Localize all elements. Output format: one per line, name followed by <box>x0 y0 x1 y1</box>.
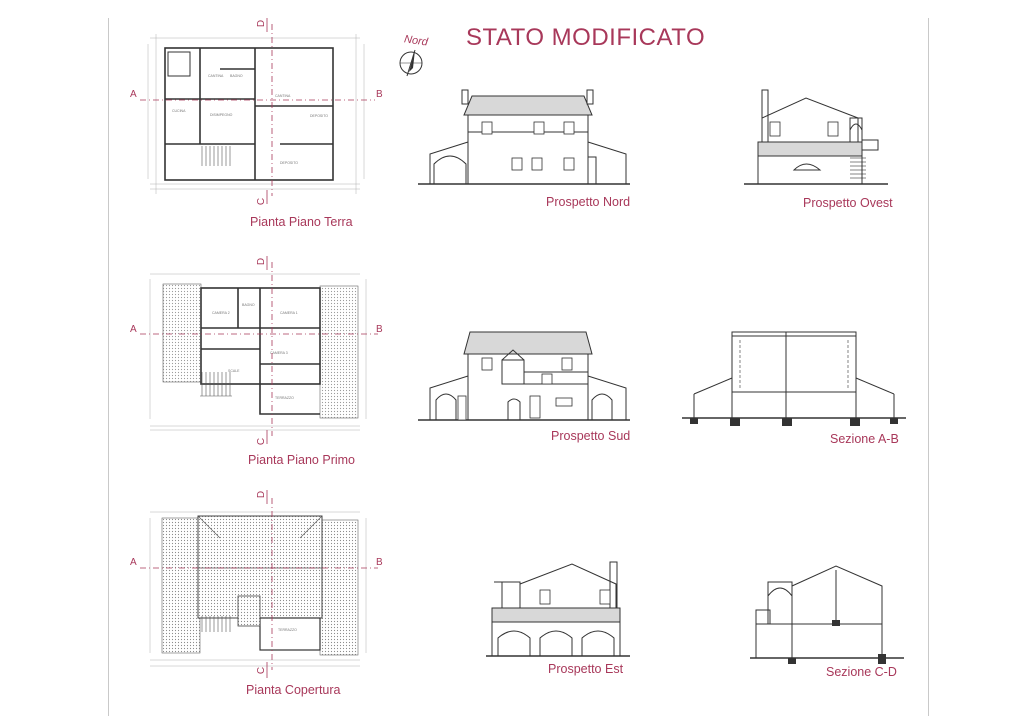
section-mark-d-first: D <box>256 257 268 266</box>
caption-west-elevation: Prospetto Ovest <box>803 196 893 210</box>
svg-text:CAMERA 1: CAMERA 1 <box>280 311 298 315</box>
section-a-b <box>680 326 910 430</box>
svg-text:CAMERA 2: CAMERA 2 <box>212 311 230 315</box>
sheet-title: STATO MODIFICATO <box>466 24 706 51</box>
section-mark-a-roof: A <box>130 557 137 568</box>
caption-east-elevation: Prospetto Est <box>548 662 624 676</box>
caption-section-cd: Sezione C-D <box>826 665 897 679</box>
svg-text:BAGNO: BAGNO <box>242 303 255 307</box>
west-elevation <box>742 82 892 190</box>
section-mark-d-roof: D <box>256 490 268 499</box>
section-mark-c-first: C <box>256 437 268 446</box>
section-mark-a-first: A <box>130 324 137 335</box>
svg-text:BAGNO: BAGNO <box>230 74 243 78</box>
svg-text:TERRAZZO: TERRAZZO <box>278 628 297 632</box>
svg-text:SCALE: SCALE <box>228 369 240 373</box>
roof-plan <box>120 488 400 678</box>
section-mark-b-first: B <box>376 324 383 335</box>
plan-caption-first: Pianta Piano Primo <box>248 453 356 467</box>
svg-text:DISIMPEGNO: DISIMPEGNO <box>210 113 233 117</box>
north-elevation <box>416 82 636 190</box>
plan-caption-ground: Pianta Piano Terra <box>250 215 353 229</box>
left-frame-line <box>108 18 109 716</box>
caption-north-elevation: Prospetto Nord <box>546 195 631 209</box>
section-mark-c-roof: C <box>256 666 268 675</box>
first-floor-plan <box>120 254 400 444</box>
svg-text:TERRAZZO: TERRAZZO <box>275 396 294 400</box>
section-c-d <box>748 560 908 664</box>
caption-section-ab: Sezione A-B <box>830 432 899 446</box>
svg-text:CUCINA: CUCINA <box>172 109 186 113</box>
right-frame-line <box>928 18 929 716</box>
svg-text:DEPOSITO: DEPOSITO <box>310 114 329 118</box>
svg-text:CANTINA: CANTINA <box>275 94 291 98</box>
section-mark-c: C <box>256 197 268 206</box>
section-mark-d: D <box>256 19 268 28</box>
east-elevation <box>484 554 634 662</box>
caption-south-elevation: Prospetto Sud <box>551 429 631 443</box>
ground-floor-plan <box>120 14 400 204</box>
svg-text:CANTINA: CANTINA <box>208 74 224 78</box>
north-label: Nord <box>403 33 429 49</box>
section-mark-a: A <box>130 89 137 100</box>
plan-caption-roof: Pianta Copertura <box>246 683 341 697</box>
svg-text:DEPOSITO: DEPOSITO <box>280 161 299 165</box>
section-mark-b: B <box>376 89 383 100</box>
svg-text:CAMERA 3: CAMERA 3 <box>270 351 288 355</box>
south-elevation <box>416 326 636 426</box>
section-mark-b-roof: B <box>376 557 383 568</box>
